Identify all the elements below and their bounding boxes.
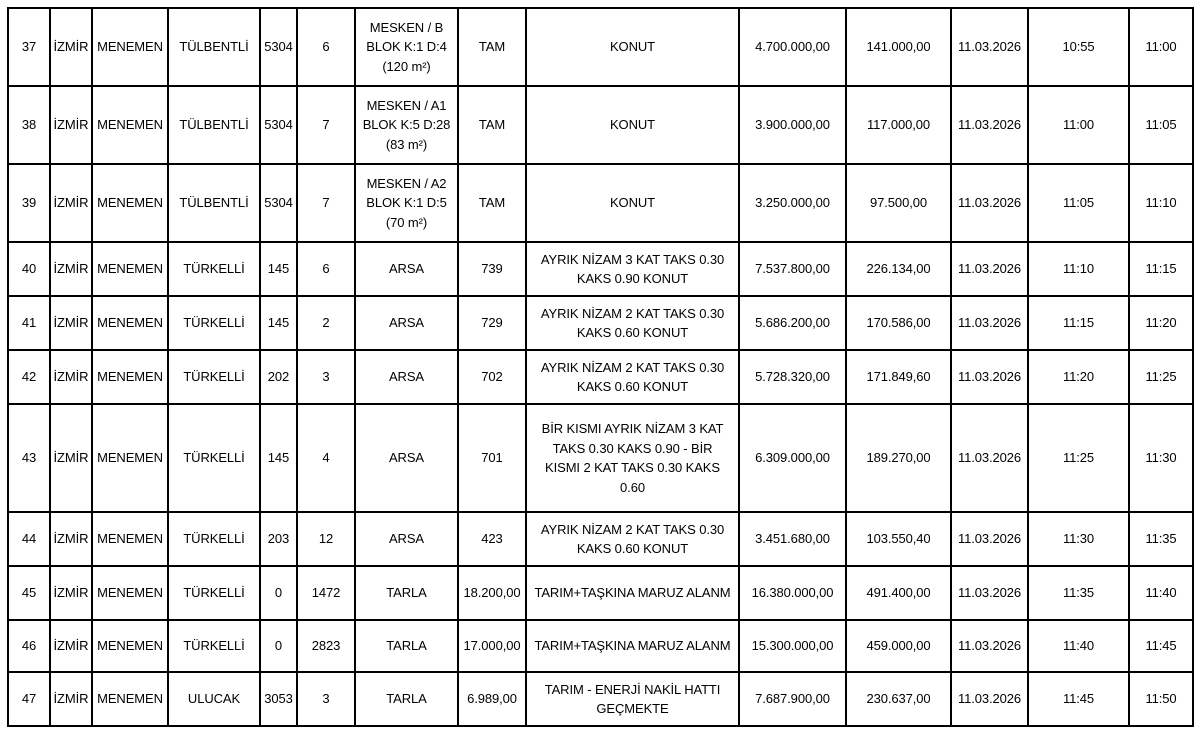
cell-district: MENEMEN <box>92 8 168 86</box>
cell-zoning-description: TARIM - ENERJİ NAKİL HATTI GEÇMEKTE <box>526 672 739 726</box>
cell-province: İZMİR <box>50 404 92 512</box>
cell-property-type: ARSA <box>355 242 458 296</box>
cell-estimated-price: 15.300.000,00 <box>739 620 846 672</box>
cell-end-time: 11:40 <box>1129 566 1193 620</box>
cell-start-time: 11:30 <box>1028 512 1129 566</box>
table-row <box>8 620 1193 672</box>
cell-estimated-price: 4.700.000,00 <box>739 8 846 86</box>
cell-zoning-description: AYRIK NİZAM 2 KAT TAKS 0.30 KAKS 0.60 KONUT <box>526 296 739 350</box>
cell-district: MENEMEN <box>92 296 168 350</box>
cell-property-type: TARLA <box>355 672 458 726</box>
cell-property-type: MESKEN / B BLOK K:1 D:4 (120 m²) <box>355 8 458 86</box>
cell-estimated-price: 5.686.200,00 <box>739 296 846 350</box>
table-row <box>8 8 1193 86</box>
cell-neighborhood: ULUCAK <box>168 672 260 726</box>
cell-area: TAM <box>458 164 526 242</box>
cell-neighborhood: TÜRKELLİ <box>168 620 260 672</box>
cell-province: İZMİR <box>50 672 92 726</box>
cell-row-no: 39 <box>8 164 50 242</box>
cell-row-no: 44 <box>8 512 50 566</box>
auction-table <box>7 7 1194 727</box>
table-row <box>8 350 1193 404</box>
cell-province: İZMİR <box>50 8 92 86</box>
cell-district: MENEMEN <box>92 404 168 512</box>
cell-parcel-no: 6 <box>297 242 355 296</box>
cell-deposit: 459.000,00 <box>846 620 951 672</box>
cell-block-no: 145 <box>260 404 297 512</box>
cell-start-time: 11:45 <box>1028 672 1129 726</box>
cell-end-time: 11:20 <box>1129 296 1193 350</box>
cell-deposit: 117.000,00 <box>846 86 951 164</box>
cell-area: TAM <box>458 8 526 86</box>
cell-parcel-no: 3 <box>297 672 355 726</box>
cell-end-time: 11:30 <box>1129 404 1193 512</box>
cell-auction-date: 11.03.2026 <box>951 350 1028 404</box>
table-row <box>8 566 1193 620</box>
cell-block-no: 5304 <box>260 86 297 164</box>
cell-area: TAM <box>458 86 526 164</box>
cell-end-time: 11:10 <box>1129 164 1193 242</box>
cell-district: MENEMEN <box>92 350 168 404</box>
cell-neighborhood: TÜRKELLİ <box>168 296 260 350</box>
cell-start-time: 11:25 <box>1028 404 1129 512</box>
cell-start-time: 11:15 <box>1028 296 1129 350</box>
cell-neighborhood: TÜRKELLİ <box>168 350 260 404</box>
cell-property-type: TARLA <box>355 566 458 620</box>
cell-parcel-no: 3 <box>297 350 355 404</box>
cell-auction-date: 11.03.2026 <box>951 164 1028 242</box>
cell-neighborhood: TÜLBENTLİ <box>168 164 260 242</box>
table-row <box>8 512 1193 566</box>
cell-district: MENEMEN <box>92 620 168 672</box>
cell-parcel-no: 4 <box>297 404 355 512</box>
cell-area: 6.989,00 <box>458 672 526 726</box>
cell-deposit: 141.000,00 <box>846 8 951 86</box>
cell-parcel-no: 6 <box>297 8 355 86</box>
cell-province: İZMİR <box>50 566 92 620</box>
cell-zoning-description: AYRIK NİZAM 3 KAT TAKS 0.30 KAKS 0.90 KONUT <box>526 242 739 296</box>
cell-zoning-description: AYRIK NİZAM 2 KAT TAKS 0.30 KAKS 0.60 KONUT <box>526 512 739 566</box>
cell-neighborhood: TÜRKELLİ <box>168 512 260 566</box>
cell-property-type: MESKEN / A1 BLOK K:5 D:28 (83 m²) <box>355 86 458 164</box>
cell-end-time: 11:45 <box>1129 620 1193 672</box>
cell-start-time: 10:55 <box>1028 8 1129 86</box>
cell-start-time: 11:35 <box>1028 566 1129 620</box>
cell-auction-date: 11.03.2026 <box>951 86 1028 164</box>
cell-block-no: 5304 <box>260 8 297 86</box>
cell-deposit: 171.849,60 <box>846 350 951 404</box>
cell-area: 729 <box>458 296 526 350</box>
cell-estimated-price: 7.537.800,00 <box>739 242 846 296</box>
cell-zoning-description: BİR KISMI AYRIK NİZAM 3 KAT TAKS 0.30 KAKS 0.90 - BİR KISMI 2 KAT TAKS 0.30 KAKS 0.60 <box>526 404 739 512</box>
cell-end-time: 11:05 <box>1129 86 1193 164</box>
cell-district: MENEMEN <box>92 512 168 566</box>
cell-auction-date: 11.03.2026 <box>951 672 1028 726</box>
table-row <box>8 242 1193 296</box>
cell-deposit: 97.500,00 <box>846 164 951 242</box>
cell-area: 702 <box>458 350 526 404</box>
cell-zoning-description: TARIM+TAŞKINA MARUZ ALANM <box>526 566 739 620</box>
cell-start-time: 11:20 <box>1028 350 1129 404</box>
cell-estimated-price: 16.380.000,00 <box>739 566 846 620</box>
cell-parcel-no: 7 <box>297 86 355 164</box>
cell-area: 739 <box>458 242 526 296</box>
cell-auction-date: 11.03.2026 <box>951 8 1028 86</box>
cell-area: 423 <box>458 512 526 566</box>
table-row <box>8 672 1193 726</box>
cell-zoning-description: TARIM+TAŞKINA MARUZ ALANM <box>526 620 739 672</box>
cell-block-no: 203 <box>260 512 297 566</box>
table-row <box>8 164 1193 242</box>
cell-estimated-price: 3.250.000,00 <box>739 164 846 242</box>
cell-neighborhood: TÜRKELLİ <box>168 404 260 512</box>
cell-start-time: 11:10 <box>1028 242 1129 296</box>
cell-province: İZMİR <box>50 512 92 566</box>
cell-block-no: 145 <box>260 242 297 296</box>
cell-parcel-no: 2823 <box>297 620 355 672</box>
cell-province: İZMİR <box>50 86 92 164</box>
cell-province: İZMİR <box>50 296 92 350</box>
cell-estimated-price: 5.728.320,00 <box>739 350 846 404</box>
cell-property-type: MESKEN / A2 BLOK K:1 D:5 (70 m²) <box>355 164 458 242</box>
cell-row-no: 43 <box>8 404 50 512</box>
cell-end-time: 11:15 <box>1129 242 1193 296</box>
cell-row-no: 42 <box>8 350 50 404</box>
cell-property-type: TARLA <box>355 620 458 672</box>
cell-start-time: 11:00 <box>1028 86 1129 164</box>
cell-estimated-price: 3.451.680,00 <box>739 512 846 566</box>
cell-property-type: ARSA <box>355 296 458 350</box>
cell-auction-date: 11.03.2026 <box>951 242 1028 296</box>
cell-row-no: 37 <box>8 8 50 86</box>
cell-auction-date: 11.03.2026 <box>951 566 1028 620</box>
cell-neighborhood: TÜRKELLİ <box>168 566 260 620</box>
table-row <box>8 86 1193 164</box>
cell-property-type: ARSA <box>355 350 458 404</box>
cell-auction-date: 11.03.2026 <box>951 404 1028 512</box>
cell-district: MENEMEN <box>92 86 168 164</box>
cell-auction-date: 11.03.2026 <box>951 620 1028 672</box>
cell-deposit: 230.637,00 <box>846 672 951 726</box>
cell-zoning-description: KONUT <box>526 8 739 86</box>
cell-district: MENEMEN <box>92 672 168 726</box>
cell-zoning-description: KONUT <box>526 86 739 164</box>
table-row <box>8 296 1193 350</box>
cell-neighborhood: TÜLBENTLİ <box>168 8 260 86</box>
cell-estimated-price: 7.687.900,00 <box>739 672 846 726</box>
cell-deposit: 189.270,00 <box>846 404 951 512</box>
cell-row-no: 41 <box>8 296 50 350</box>
cell-province: İZMİR <box>50 350 92 404</box>
cell-zoning-description: AYRIK NİZAM 2 KAT TAKS 0.30 KAKS 0.60 KONUT <box>526 350 739 404</box>
cell-block-no: 3053 <box>260 672 297 726</box>
cell-area: 701 <box>458 404 526 512</box>
cell-area: 18.200,00 <box>458 566 526 620</box>
cell-parcel-no: 2 <box>297 296 355 350</box>
cell-auction-date: 11.03.2026 <box>951 512 1028 566</box>
cell-district: MENEMEN <box>92 566 168 620</box>
cell-end-time: 11:50 <box>1129 672 1193 726</box>
cell-row-no: 46 <box>8 620 50 672</box>
cell-row-no: 47 <box>8 672 50 726</box>
cell-end-time: 11:00 <box>1129 8 1193 86</box>
cell-end-time: 11:25 <box>1129 350 1193 404</box>
cell-auction-date: 11.03.2026 <box>951 296 1028 350</box>
cell-deposit: 170.586,00 <box>846 296 951 350</box>
cell-parcel-no: 1472 <box>297 566 355 620</box>
cell-deposit: 491.400,00 <box>846 566 951 620</box>
cell-zoning-description: KONUT <box>526 164 739 242</box>
cell-property-type: ARSA <box>355 512 458 566</box>
auction-table-body <box>8 8 1193 726</box>
cell-row-no: 40 <box>8 242 50 296</box>
cell-province: İZMİR <box>50 164 92 242</box>
cell-start-time: 11:05 <box>1028 164 1129 242</box>
cell-estimated-price: 3.900.000,00 <box>739 86 846 164</box>
cell-row-no: 38 <box>8 86 50 164</box>
cell-start-time: 11:40 <box>1028 620 1129 672</box>
cell-district: MENEMEN <box>92 164 168 242</box>
cell-row-no: 45 <box>8 566 50 620</box>
cell-block-no: 5304 <box>260 164 297 242</box>
table-row <box>8 404 1193 512</box>
cell-property-type: ARSA <box>355 404 458 512</box>
cell-neighborhood: TÜRKELLİ <box>168 242 260 296</box>
cell-parcel-no: 12 <box>297 512 355 566</box>
cell-block-no: 202 <box>260 350 297 404</box>
cell-estimated-price: 6.309.000,00 <box>739 404 846 512</box>
cell-block-no: 0 <box>260 620 297 672</box>
cell-province: İZMİR <box>50 620 92 672</box>
cell-neighborhood: TÜLBENTLİ <box>168 86 260 164</box>
cell-district: MENEMEN <box>92 242 168 296</box>
cell-province: İZMİR <box>50 242 92 296</box>
cell-area: 17.000,00 <box>458 620 526 672</box>
cell-deposit: 103.550,40 <box>846 512 951 566</box>
cell-end-time: 11:35 <box>1129 512 1193 566</box>
cell-parcel-no: 7 <box>297 164 355 242</box>
cell-block-no: 145 <box>260 296 297 350</box>
cell-block-no: 0 <box>260 566 297 620</box>
cell-deposit: 226.134,00 <box>846 242 951 296</box>
